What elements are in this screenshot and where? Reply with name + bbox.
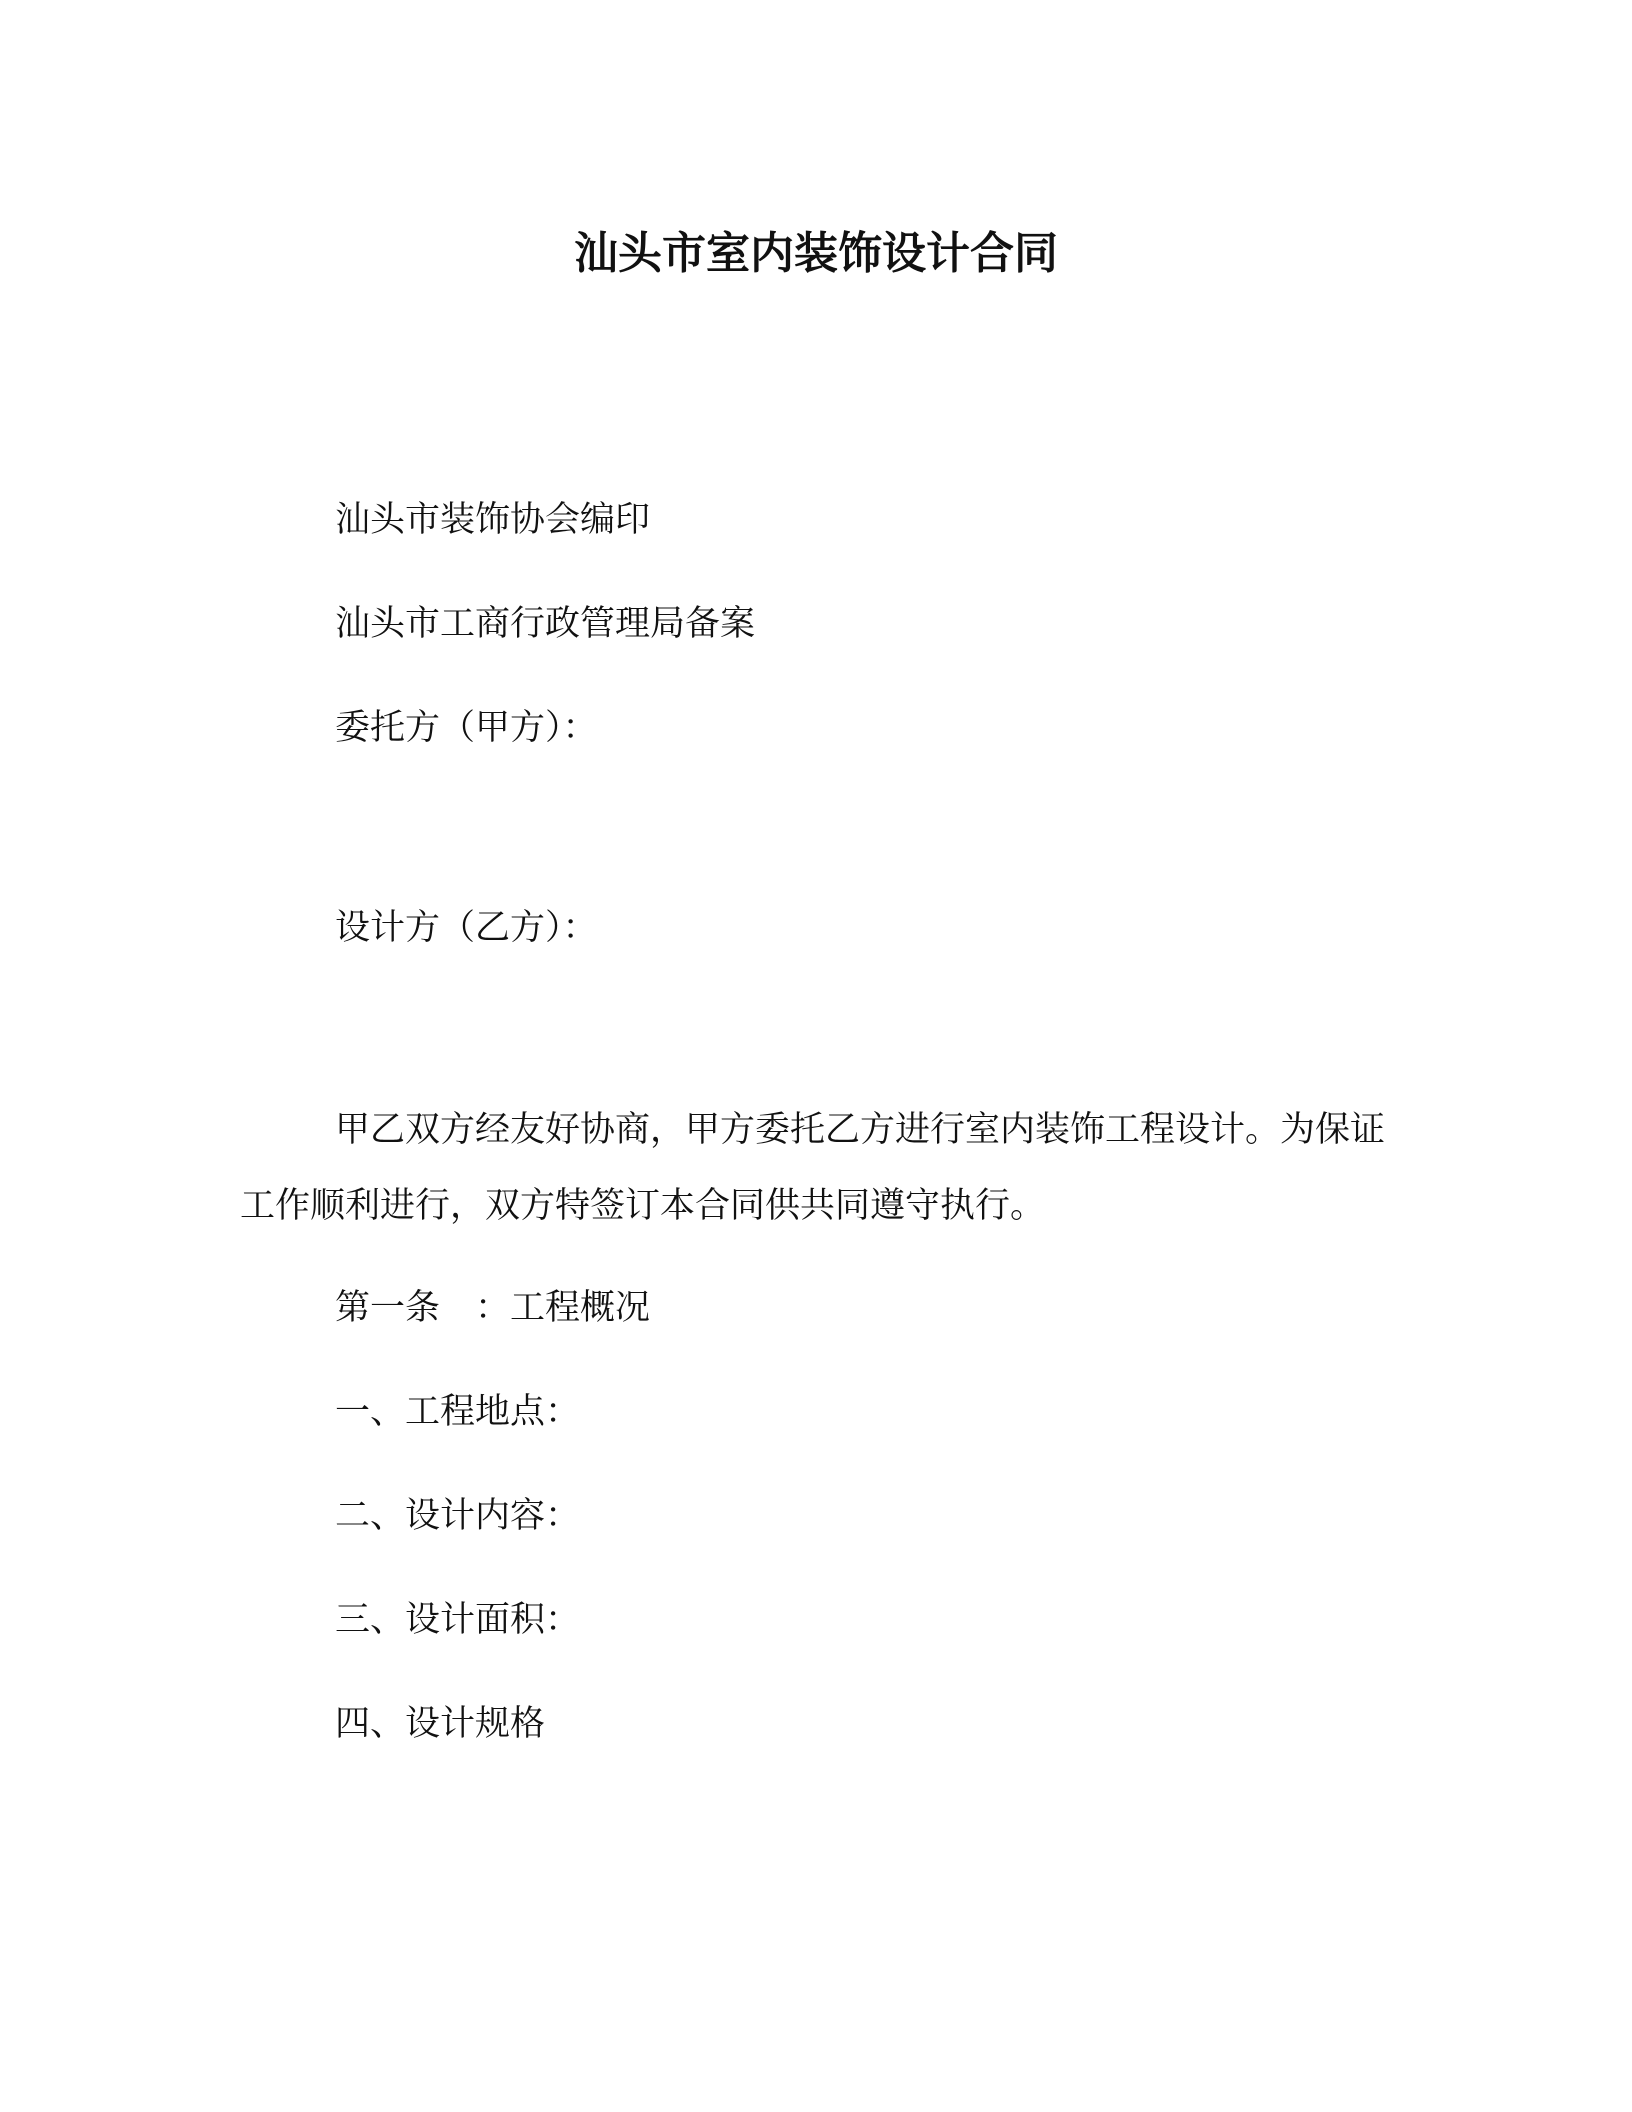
- party-a-label: 委托方（甲方）：: [335, 708, 598, 748]
- article-one-heading: 第一条 ：工程概况: [335, 1288, 651, 1328]
- item-location: 一、工程地点：: [335, 1392, 581, 1432]
- party-b-label: 设计方（乙方）：: [335, 908, 598, 948]
- document-title: 汕头市室内装饰设计合同: [574, 228, 1058, 279]
- registrar-line: 汕头市工商行政管理局备案: [335, 604, 756, 644]
- item-design-content: 二、设计内容：: [335, 1496, 581, 1536]
- publisher-line: 汕头市装饰协会编印: [335, 500, 651, 540]
- intro-paragraph: 甲乙双方经友好协商，甲方委托乙方进行室内装饰工程设计。为保证工作顺利进行，双方特签订本合同供共同遵守执行。: [240, 1110, 1386, 1226]
- item-design-area: 三、设计面积：: [335, 1600, 581, 1640]
- item-design-spec: 四、设计规格: [335, 1704, 546, 1744]
